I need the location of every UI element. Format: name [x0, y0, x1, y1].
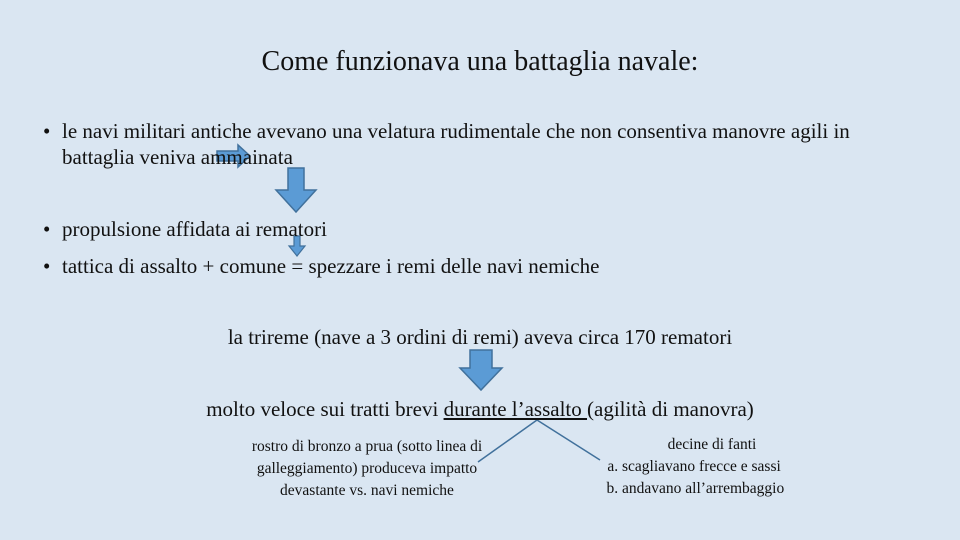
infantry-block	[592, 434, 832, 500]
bullet-dot: •	[43, 254, 51, 278]
down-arrow-icon	[276, 168, 316, 212]
bullet-propulsion	[43, 216, 762, 242]
speed-text-underlined: durante l’assalto	[443, 397, 588, 421]
branch-line-right	[537, 420, 600, 460]
list-item: b. andavano all’arrembaggio	[622, 478, 832, 500]
bullet-text: propulsione affidata ai rematori	[62, 217, 327, 241]
trireme-text: la trireme (nave a 3 ordini di remi) aveva circa 170 rematori	[227, 325, 733, 349]
bullet-text: le navi militari antiche avevano una velatura rudimentale che non consentiva manovre agili in battaglia veniva ammainata	[62, 119, 850, 169]
infantry-heading: decine di fanti	[667, 436, 757, 453]
page-title: Come funzionava una battaglia navale:	[261, 46, 699, 77]
bullet-sails	[43, 118, 902, 170]
bullet-text: tattica di assalto + comune = spezzare i remi delle navi nemiche	[62, 254, 600, 278]
list-item: a. scagliavano frecce e sassi	[622, 456, 832, 478]
bullet-dot: •	[43, 119, 51, 143]
infantry-list	[592, 456, 832, 500]
speed-text-end: (agilità di manovra)	[587, 397, 754, 421]
down-arrow-2-icon	[460, 350, 502, 390]
speed-text-start: molto veloce sui tratti brevi	[206, 397, 444, 421]
speed-text	[0, 396, 960, 422]
bullet-tactics	[43, 253, 822, 279]
rostrum-text: rostro di bronzo a prua (sotto linea di galleggiamento) produceva impatto devastante vs. navi nemiche	[251, 438, 483, 499]
bullet-dot: •	[43, 217, 51, 241]
